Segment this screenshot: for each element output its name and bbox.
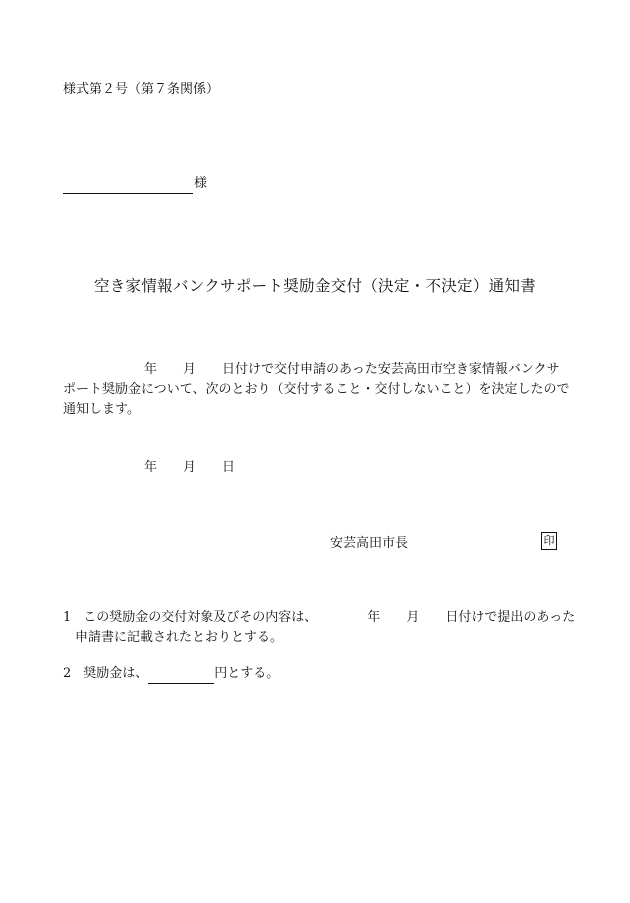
issue-month: 月 — [183, 460, 197, 475]
amount-blank — [148, 669, 214, 684]
item-1-text-before: この奨励金の交付対象及びその内容は、 — [83, 610, 318, 625]
body-line-1 — [63, 360, 583, 380]
issue-date — [63, 458, 235, 478]
issuer-title: 安芸高田市長 — [330, 536, 409, 551]
body-paragraph — [63, 360, 583, 420]
item-2-text-before: 奨励金は、 — [83, 666, 149, 681]
body-line-2: ポート奨励金について、次のとおり（交付すること・交付しないこと）を決定したので — [63, 382, 570, 397]
item-1-text-after: 日付けで提出のあった — [445, 610, 576, 625]
body-month: 月 — [183, 362, 197, 377]
item-1-year: 年 — [367, 610, 381, 625]
seal-mark: 印 — [541, 532, 557, 550]
item-2-text-after: 円とする。 — [214, 666, 280, 681]
item-1 — [63, 608, 575, 648]
issue-day: 日 — [222, 460, 236, 475]
item-2 — [63, 664, 279, 684]
document-title: 空き家情報バンクサポート奨励金交付（決定・不決定）通知書 — [93, 277, 537, 295]
item-1-line-1 — [63, 608, 575, 628]
form-number: 様式第２号（第７条関係） — [63, 82, 220, 97]
item-2-number: 2 — [63, 666, 72, 681]
issue-year: 年 — [144, 460, 158, 475]
addressee-blank — [63, 179, 193, 194]
addressee-suffix: 様 — [194, 176, 208, 191]
body-year: 年 — [144, 362, 158, 377]
item-1-line-2: 申請書に記載されたとおりとする。 — [75, 630, 284, 645]
body-line-3: 通知します。 — [63, 402, 140, 417]
body-line-1-text: 日付けで交付申請のあった安芸高田市空き家情報バンクサ — [222, 362, 560, 377]
item-1-number: 1 — [63, 610, 72, 625]
item-1-month: 月 — [406, 610, 420, 625]
addressee-line — [63, 174, 207, 194]
